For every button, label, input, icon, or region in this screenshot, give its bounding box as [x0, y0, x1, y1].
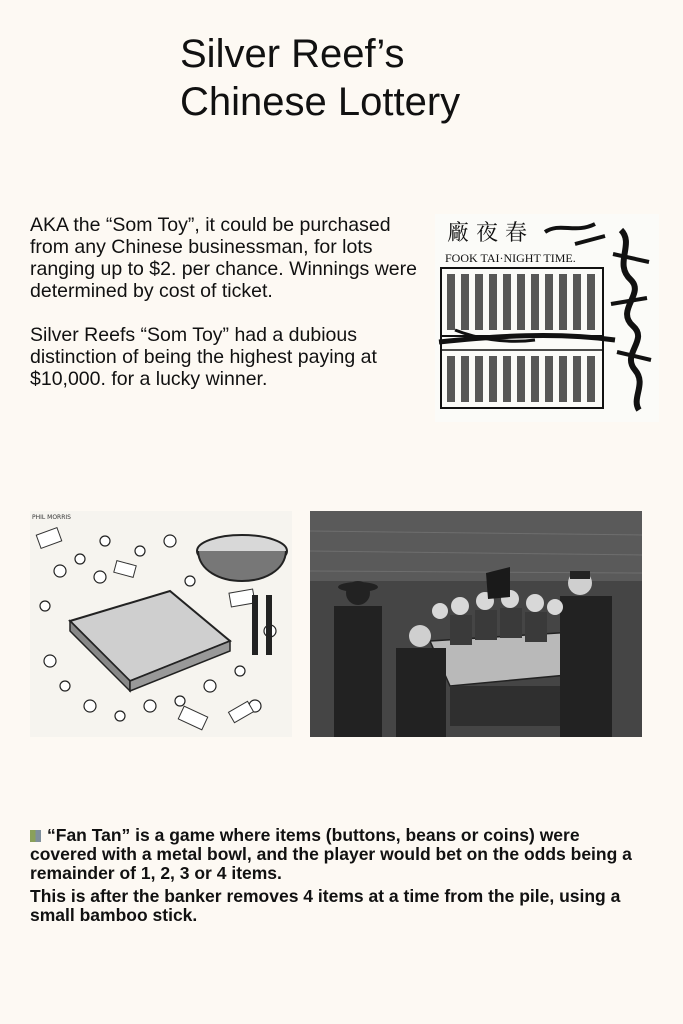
fan-tan-paragraph-1-text: “Fan Tan” is a game where items (buttons, beans or coins) were covered with a metal bowl, and the player would bet on the odds being a remainder of 1, 2, 3 or 4 items. — [30, 825, 632, 883]
fan-tan-description — [30, 826, 650, 929]
fan-tan-paragraph-1 — [30, 826, 650, 883]
ticket-caption: FOOK TAI·NIGHT TIME. — [445, 251, 576, 265]
intro-paragraph-1: AKA the “Som Toy”, it could be purchased from any Chinese businessman, for lots ranging up to $2. per chance. Winnings were determined by cost of ticket. — [30, 214, 417, 302]
gambling-hall-drawing — [310, 511, 642, 737]
intro-paragraph-2: Silver Reefs “Som Toy” had a dubious distinction of being the highest paying at $10,000. for a lucky winner. — [30, 324, 377, 390]
page-title — [180, 30, 460, 126]
gambling-hall-engraving — [310, 511, 642, 737]
title-line-2: Chinese Lottery — [180, 80, 461, 124]
illustration-signature: PHIL MORRIS — [32, 514, 71, 521]
title-line-1: Silver Reef’s — [180, 32, 405, 76]
ticket-header-chars: 廠 夜 春 — [447, 221, 527, 246]
lottery-ticket-image — [435, 214, 659, 422]
intro-text — [30, 214, 430, 412]
fan-tan-illustration — [30, 511, 292, 737]
lottery-ticket-drawing — [435, 214, 659, 422]
bullet-square-icon — [30, 830, 41, 842]
fan-tan-paragraph-2: This is after the banker removes 4 items at a time from the pile, using a small bamboo stick. — [30, 886, 621, 925]
fan-tan-illustration-drawing — [30, 511, 292, 737]
